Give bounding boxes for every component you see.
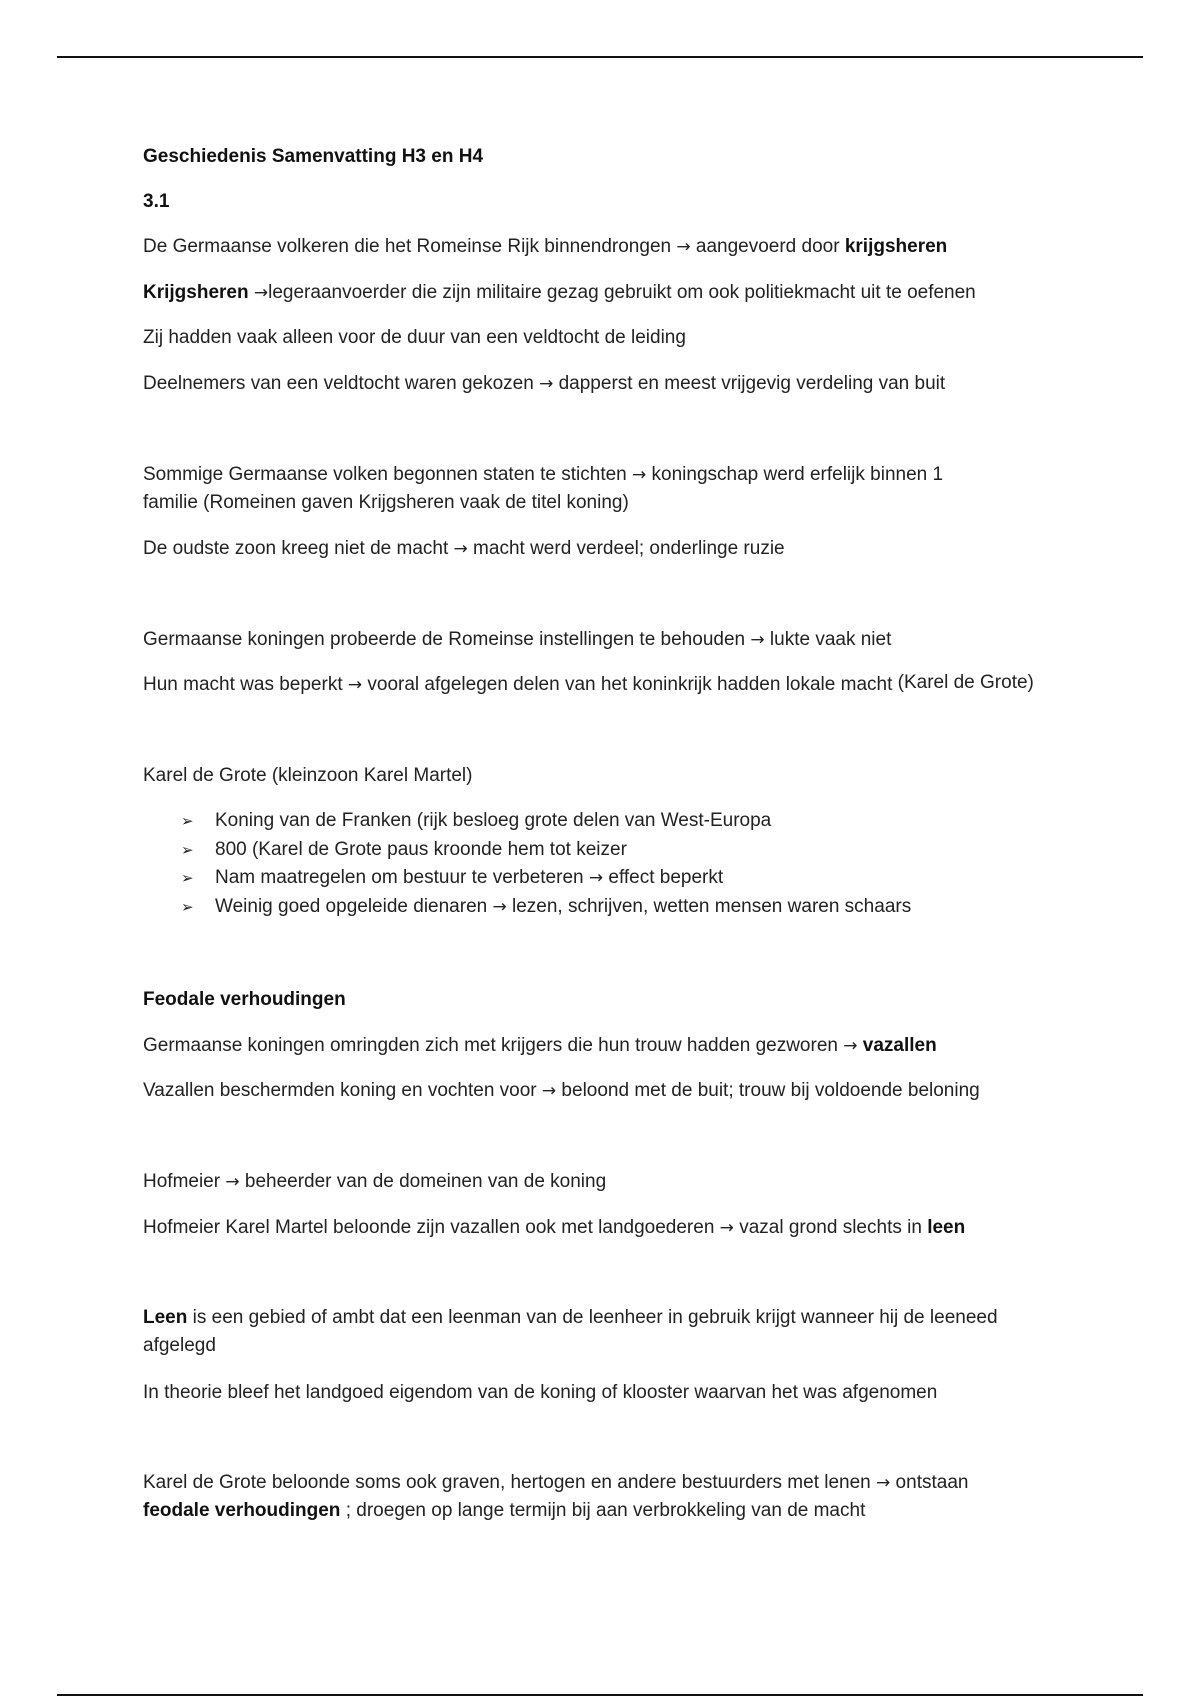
text: Germaanse koningen probeerde de Romeinse instellingen te behouden xyxy=(143,629,751,650)
paragraph-7 xyxy=(143,626,891,654)
text: Nam maatregelen om bestuur te verbeteren xyxy=(215,867,589,888)
arrow-icon: → xyxy=(750,630,765,650)
text: vazal grond slechts in xyxy=(733,1217,928,1238)
list-item xyxy=(181,893,911,922)
text: Hun macht was beperkt xyxy=(143,674,348,695)
paragraph-13 xyxy=(143,1214,965,1242)
paragraph-3: Zij hadden vaak alleen voor de duur van een veldtocht de leiding xyxy=(143,327,686,348)
text: lezen, schrijven, wetten mensen waren schaars xyxy=(506,895,912,917)
section-number: 3.1 xyxy=(143,191,170,212)
text: Karel de Grote beloonde soms ook graven, hertogen en andere bestuurders met lenen xyxy=(143,1472,877,1493)
text: De oudste zoon kreeg niet de macht xyxy=(143,538,454,559)
aside-note: (Karel de Grote) xyxy=(897,672,1034,693)
bullet-arrow-icon: ➢ xyxy=(181,840,194,859)
text: Deelnemers van een veldtocht waren gekozen xyxy=(143,373,540,394)
arrow-icon: → xyxy=(453,539,468,559)
text: ; droegen op lange termijn bij aan verbrokkeling van de macht xyxy=(340,1500,866,1521)
arrow-icon: → xyxy=(253,283,269,303)
bullet-arrow-icon: ➢ xyxy=(181,869,194,887)
paragraph-11 xyxy=(143,1077,980,1105)
bullet-list xyxy=(181,807,911,921)
text: Koning van de Franken (rijk besloeg grote delen van West-Europa xyxy=(215,810,772,831)
list-item xyxy=(181,836,911,865)
text: Weinig goed opgeleide dienaren xyxy=(215,895,493,917)
bullet-arrow-icon: ➢ xyxy=(181,897,194,916)
text: dapperst en meest vrijgevig verdeling van buit xyxy=(553,373,946,394)
arrow-icon: → xyxy=(676,237,691,257)
text: 800 (Karel de Grote paus kroonde hem tot keizer xyxy=(215,838,627,860)
arrow-icon: → xyxy=(347,675,363,695)
term-leen-def: Leen xyxy=(143,1307,188,1328)
text: is een gebied of ambt dat een leenman van de leenheer in gebruik krijgt wanneer hij de leeneed xyxy=(187,1307,998,1328)
arrow-icon: → xyxy=(225,1172,240,1192)
text: familie (Romeinen gaven Krijgsheren vaak de titel koning) xyxy=(143,492,629,513)
arrow-icon: → xyxy=(492,896,507,917)
arrow-icon: → xyxy=(719,1218,734,1238)
term-leen: leen xyxy=(927,1217,966,1238)
text: macht werd verdeel; onderlinge ruzie xyxy=(467,538,785,559)
paragraph-6 xyxy=(143,535,785,563)
bullet-arrow-icon: ➢ xyxy=(181,812,194,830)
term-krijgsheren-def: Krijgsheren xyxy=(143,282,249,303)
paragraph-9: Karel de Grote (kleinzoon Karel Martel) xyxy=(143,765,473,786)
list-item xyxy=(181,807,911,836)
arrow-icon: → xyxy=(876,1473,891,1493)
arrow-icon: → xyxy=(843,1036,858,1056)
paragraph-15: In theorie bleef het landgoed eigendom van de koning of klooster waarvan het was afgenomen xyxy=(143,1382,938,1403)
list-item xyxy=(181,864,911,893)
text: Vazallen beschermden koning en vochten voor xyxy=(143,1080,542,1101)
arrow-icon: → xyxy=(541,1081,557,1101)
paragraph-10 xyxy=(143,1032,937,1060)
term-vazallen: vazallen xyxy=(862,1035,937,1056)
paragraph-8 xyxy=(143,671,1034,699)
term-krijgsheren: krijgsheren xyxy=(844,236,948,257)
text: beloond met de buit; trouw bij voldoende beloning xyxy=(556,1080,980,1101)
text: Hofmeier xyxy=(143,1171,226,1192)
document-title: Geschiedenis Samenvatting H3 en H4 xyxy=(143,146,484,167)
paragraph-16 xyxy=(143,1469,968,1525)
text: Germaanse koningen omringden zich met krijgers die hun trouw hadden gezworen xyxy=(143,1035,844,1056)
term-feodale-verhoudingen: feodale verhoudingen xyxy=(143,1500,341,1521)
text: Hofmeier Karel Martel beloonde zijn vazallen ook met landgoederen xyxy=(143,1217,720,1238)
arrow-icon: → xyxy=(588,868,604,888)
section-heading-feodale: Feodale verhoudingen xyxy=(143,989,346,1010)
header-rule xyxy=(57,56,1143,58)
paragraph-2 xyxy=(143,279,976,307)
text: legeraanvoerder die zijn militaire gezag gebruikt om ook politiekmacht uit te oefenen xyxy=(268,282,976,303)
paragraph-1 xyxy=(143,233,947,261)
arrow-icon: → xyxy=(539,374,554,394)
text: vooral afgelegen delen van het koninkrijk hadden lokale macht xyxy=(362,674,893,695)
text: afgelegd xyxy=(143,1335,216,1356)
text: lukte vaak niet xyxy=(764,629,892,650)
text: beheerder van de domeinen van de koning xyxy=(239,1171,607,1192)
text: effect beperkt xyxy=(603,867,724,888)
arrow-icon: → xyxy=(632,465,647,485)
text: aangevoerd door xyxy=(690,236,845,257)
text: ontstaan xyxy=(890,1472,969,1493)
text: Sommige Germaanse volken begonnen staten te stichten xyxy=(143,464,633,485)
text: De Germaanse volkeren die het Romeinse Rijk binnendrongen xyxy=(143,236,677,257)
footer-rule xyxy=(57,1694,1143,1696)
paragraph-14 xyxy=(143,1304,998,1360)
paragraph-5 xyxy=(143,461,943,517)
text: koningschap werd erfelijk binnen 1 xyxy=(646,464,944,485)
paragraph-4 xyxy=(143,370,945,398)
paragraph-12 xyxy=(143,1168,606,1196)
